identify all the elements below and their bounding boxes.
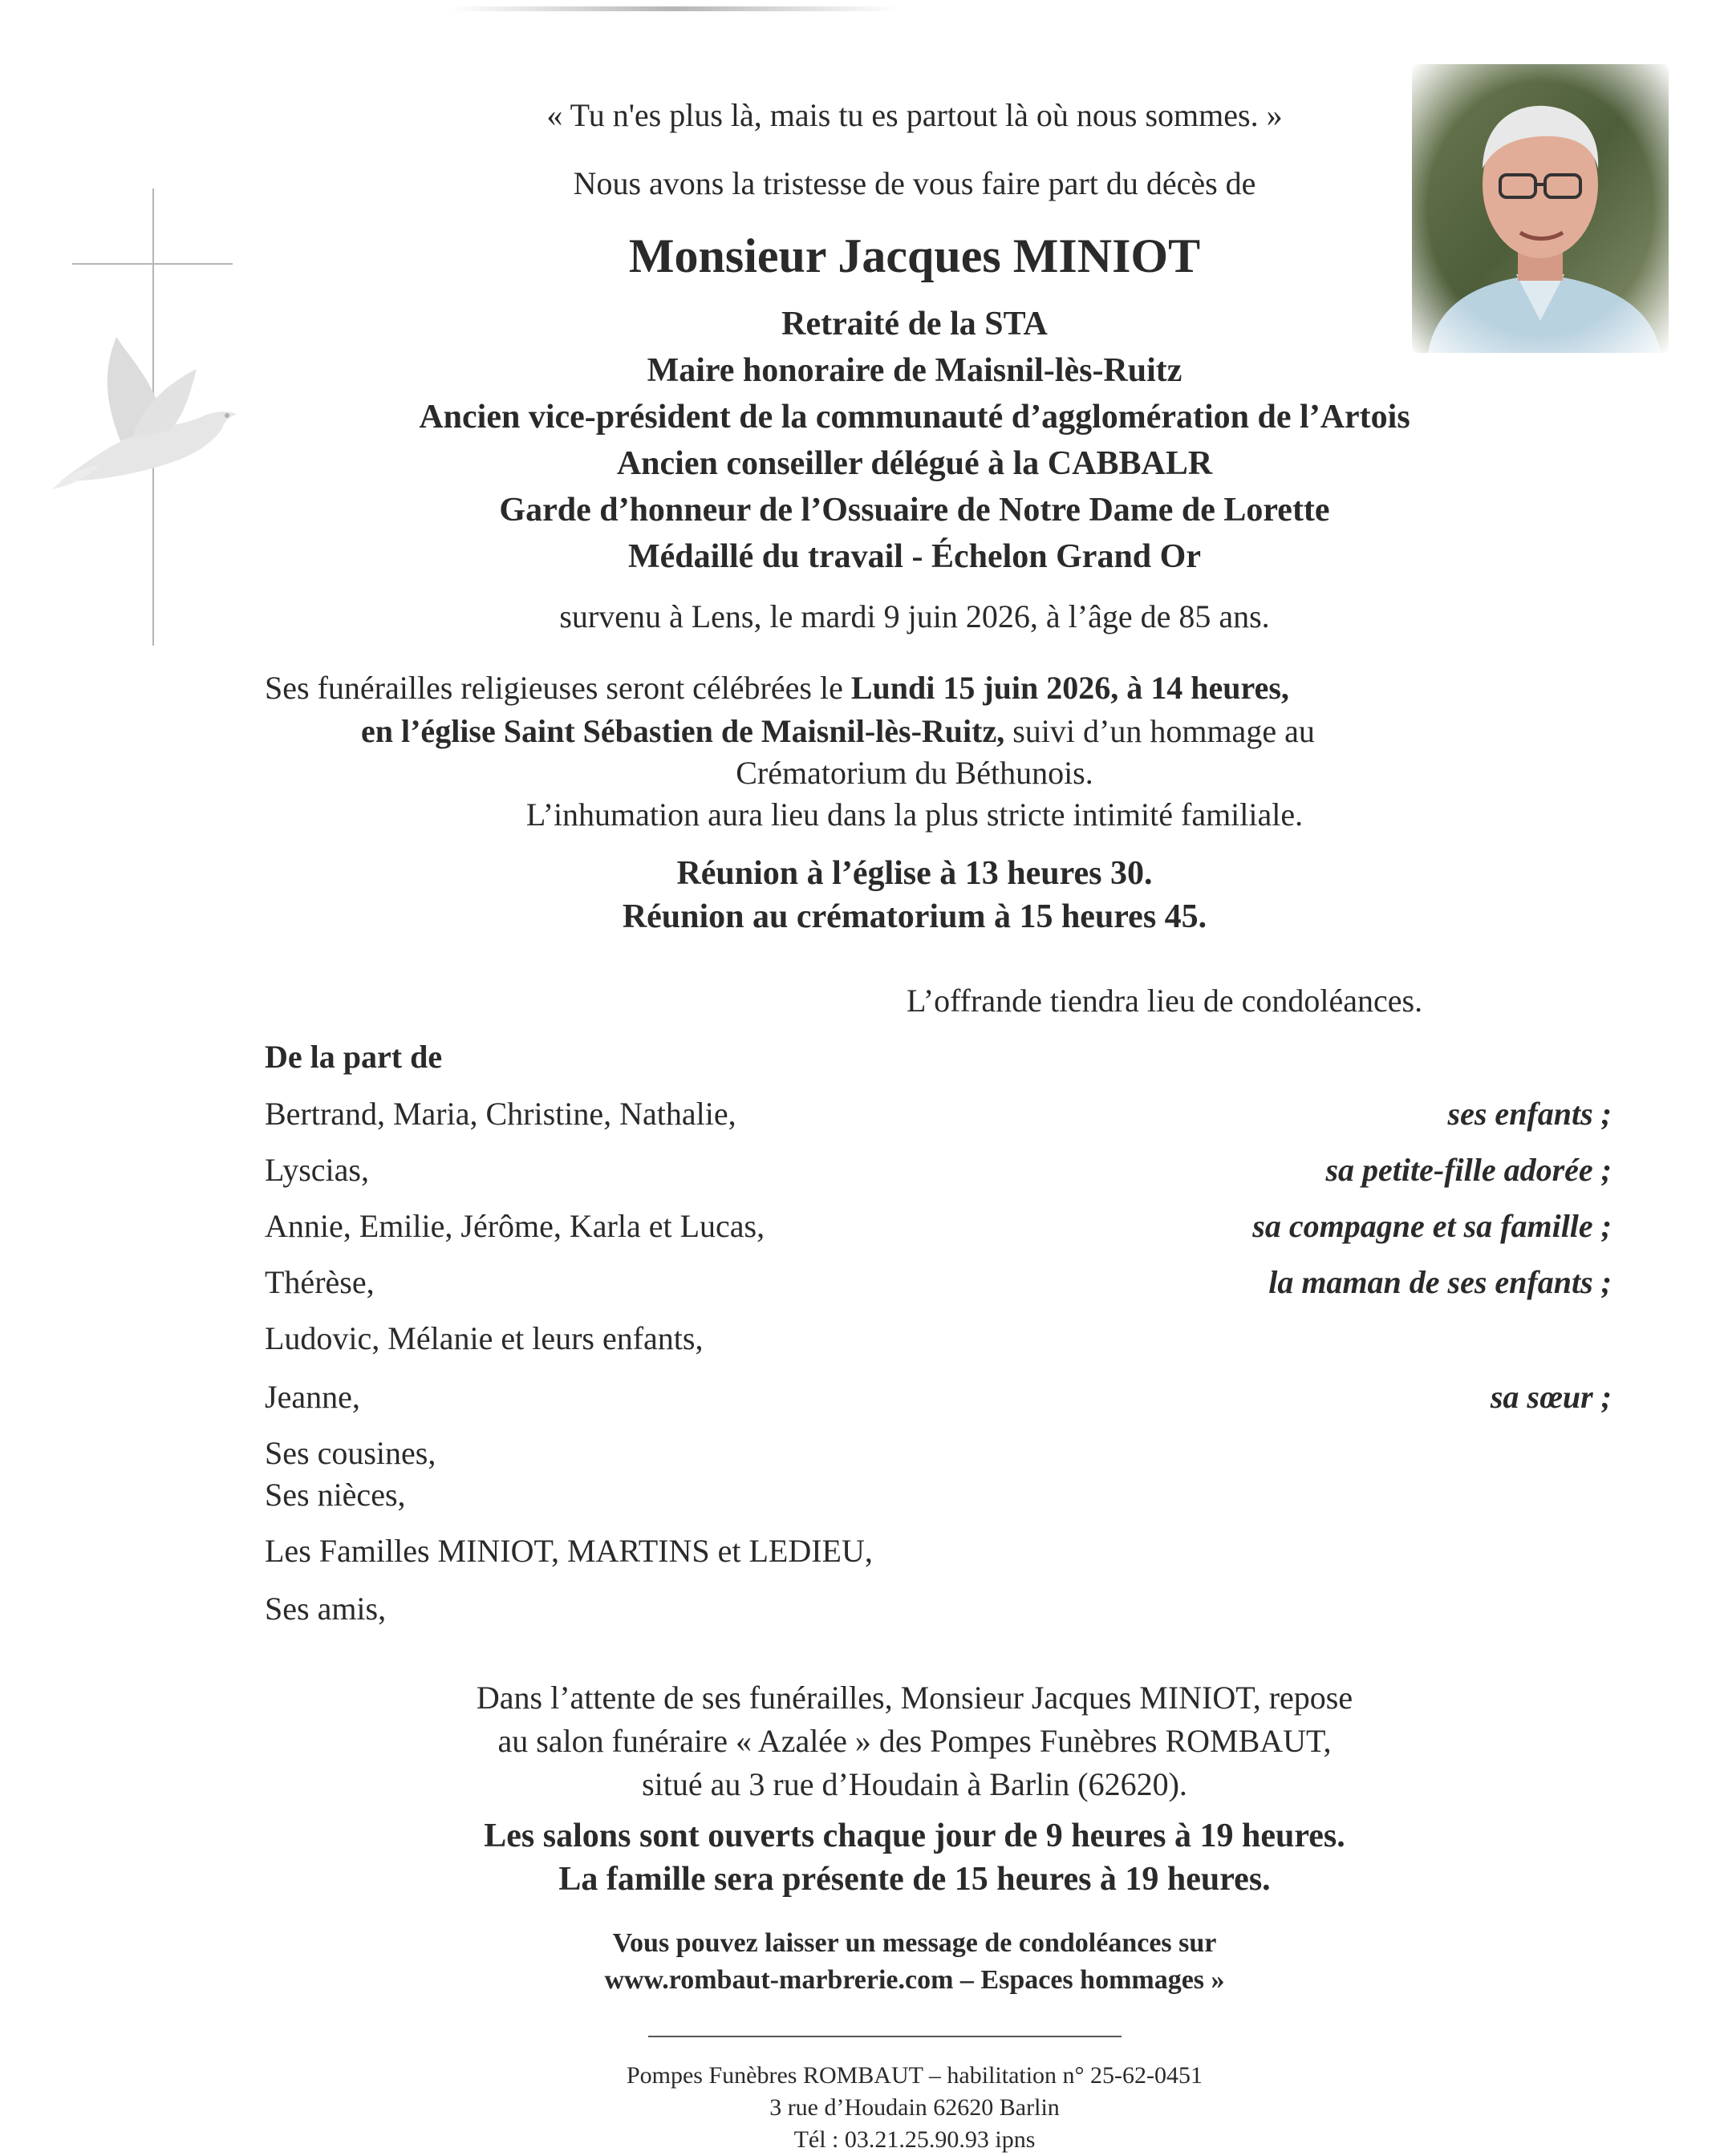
funeral-church: en l’église Saint Sébastien de Maisnil-lès-Ruitz, — [361, 713, 1005, 749]
family-left: Ludovic, Mélanie et leurs enfants, — [265, 1320, 704, 1356]
title-line: Maire honoraire de Maisnil-lès-Ruitz — [647, 352, 1182, 389]
family-left: Lyscias, — [265, 1152, 369, 1188]
quote: « Tu n'es plus là, mais tu es partout là où nous sommes. » — [546, 97, 1283, 133]
funeral-line-2 — [361, 711, 1315, 752]
family-relation: sa compagne et sa famille ; — [1252, 1208, 1612, 1244]
condolences-link: www.rombaut-marbrerie.com – Espaces hommages » — [604, 1965, 1225, 1995]
condolences-info — [241, 1925, 1588, 1999]
death-line: survenu à Lens, le mardi 9 juin 2026, à l’âge de 85 ans. — [559, 598, 1270, 634]
title-line: Ancien vice-président de la communauté d’agglomération de l’Artois — [419, 399, 1410, 436]
family-relation: ses enfants ; — [1447, 1096, 1612, 1132]
title-line: Retraité de la STA — [781, 306, 1048, 342]
cross-horizontal-bar — [72, 263, 233, 265]
family-relation: sa petite-fille adorée ; — [1325, 1152, 1612, 1188]
condolences-line: Vous pouvez laisser un message de condoléances sur — [612, 1928, 1217, 1958]
funeral-line-1 — [265, 667, 1289, 709]
family-left: Ses nièces, — [265, 1477, 406, 1513]
meeting-line: Réunion à l’église à 13 heures 30. — [676, 855, 1153, 892]
family-left: Ses cousines, — [265, 1435, 436, 1471]
title-line: Médaillé du travail - Échelon Grand Or — [628, 538, 1201, 575]
title-line: Garde d’honneur de l’Ossuaire de Notre Dame de Lorette — [499, 492, 1330, 529]
rest-line: Dans l’attente de ses funérailles, Monsieur Jacques MINIOT, repose — [476, 1680, 1353, 1716]
scan-artifact — [449, 6, 899, 11]
hours-line: La famille sera présente de 15 heures à 19 heures. — [558, 1861, 1271, 1898]
rest-info — [241, 1676, 1588, 1806]
funeral-line-3: Crématorium du Béthunois. — [736, 755, 1093, 791]
family-left: Bertrand, Maria, Christine, Nathalie, — [265, 1096, 736, 1132]
funeral-date: Lundi 15 juin 2026, à 14 heures, — [850, 670, 1289, 706]
family-left: Thérèse, — [265, 1264, 375, 1300]
divider — [648, 2036, 1122, 2037]
footer-line: Tél : 03.21.25.90.93 ipns — [793, 2126, 1036, 2153]
funeral-text: suivi d’un hommage au — [1004, 713, 1315, 749]
family-left: Les Familles MINIOT, MARTINS et LEDIEU, — [265, 1533, 873, 1569]
footer — [241, 2060, 1588, 2156]
intro-text: Nous avons la tristesse de vous faire part du décès de — [573, 165, 1256, 201]
funeral-text: Ses funérailles religieuses seront célébrées le — [265, 670, 851, 706]
title-line: Ancien conseiller délégué à la CABBALR — [616, 445, 1213, 482]
footer-line: Pompes Funèbres ROMBAUT – habilitation n° 25-62-0451 — [626, 2062, 1203, 2089]
funeral-line-4: L’inhumation aura lieu dans la plus stricte intimité familiale. — [525, 796, 1304, 833]
meeting-line: Réunion au crématorium à 15 heures 45. — [622, 898, 1207, 935]
dove-icon — [44, 321, 253, 505]
rest-line: situé au 3 rue d’Houdain à Barlin (62620). — [642, 1766, 1187, 1802]
titles-list — [241, 301, 1588, 580]
hours-line: Les salons sont ouverts chaque jour de 9 heures à 19 heures. — [484, 1818, 1345, 1854]
from-heading: De la part de — [265, 1039, 443, 1075]
offering-text: L’offrande tiendra lieu de condoléances. — [907, 983, 1423, 1019]
family-left: Jeanne, — [265, 1379, 360, 1415]
salon-hours — [241, 1814, 1588, 1901]
family-relation: la maman de ses enfants ; — [1268, 1264, 1612, 1300]
meetings — [241, 852, 1588, 938]
family-relation: sa sœur ; — [1490, 1379, 1612, 1415]
family-left: Ses amis, — [265, 1591, 387, 1627]
rest-line: au salon funéraire « Azalée » des Pompes Funèbres ROMBAUT, — [497, 1723, 1332, 1759]
deceased-name: Monsieur Jacques MINIOT — [628, 229, 1201, 282]
footer-line: 3 rue d’Houdain 62620 Barlin — [769, 2094, 1060, 2121]
family-left: Annie, Emilie, Jérôme, Karla et Lucas, — [265, 1208, 765, 1244]
